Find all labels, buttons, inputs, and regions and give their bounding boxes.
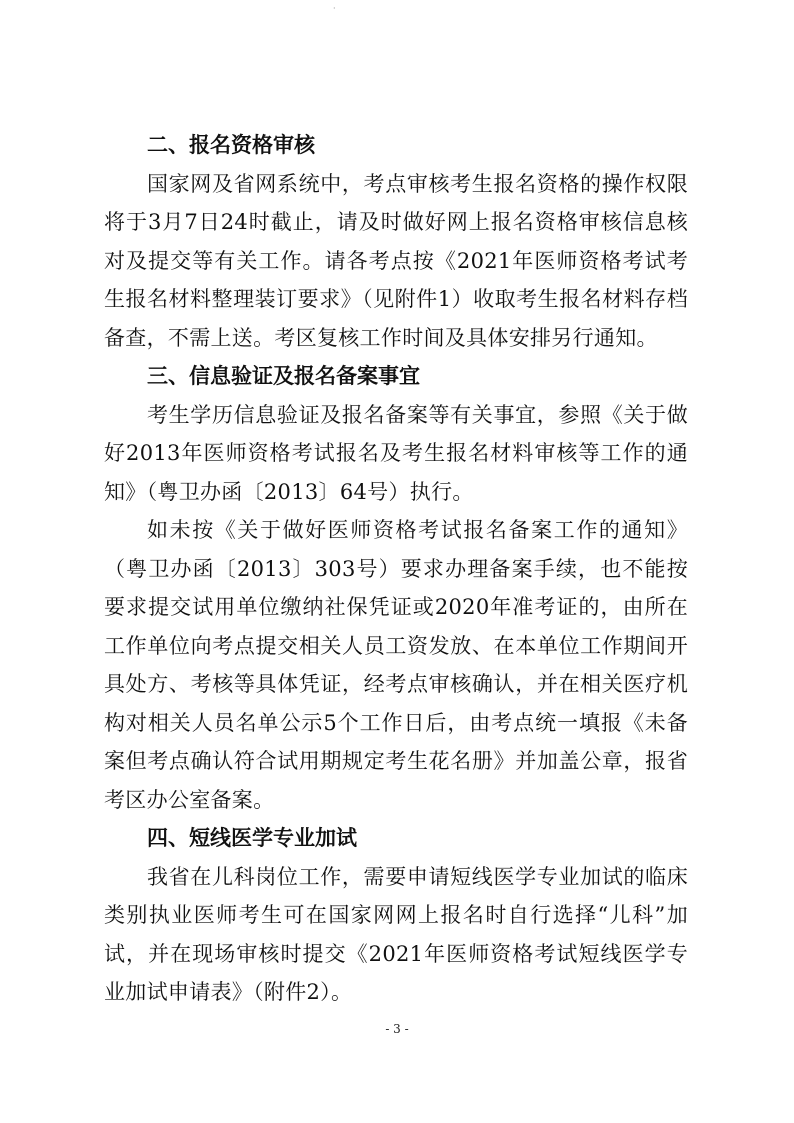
page-number: - 3 - xyxy=(385,1022,409,1036)
paragraph-shortage-specialty-test: 我省在儿科岗位工作，需要申请短线医学专业加试的临床类别执业医师考生可在国家网网上报名时自行选择“儿科”加试，并在现场审核时提交《2021年医师资格考试短线医学专业加试申请表》（附件2）。 xyxy=(104,864,688,1004)
section-heading-shortage-specialty-test: 四、短线医学专业加试 xyxy=(147,826,357,850)
scan-mark: · xyxy=(333,4,336,13)
section-heading-info-verification: 三、信息验证及报名备案事宜 xyxy=(147,364,420,388)
section-heading-qualification-review: 二、报名资格审核 xyxy=(147,133,315,157)
document-body xyxy=(104,126,688,1012)
paragraph-unregistered-procedure: 如未按《关于做好医师资格考试报名备案工作的通知》（粤卫办函〔2013〕303号）要求办理备案手续，也不能按要求提交试用单位缴纳社保凭证或2020年准考证的，由所在工作单位向考点提交相关人员工资发放、在本单位工作期间开具处方、考核等具体凭证，经考点审核确认，并在相关医疗机构对相关人员名单公示5个工作日后，由考点统一填报《未备案但考点确认符合试用期规定考生花名册》并加盖公章，报省考区办公室备案。 xyxy=(104,518,688,812)
paragraph-qualification-review: 国家网及省网系统中，考点审核考生报名资格的操作权限将于3月7日24时截止，请及时做好网上报名资格审核信息核对及提交等有关工作。请各考点按《2021年医师资格考试考生报名材料整理装订要求》（见附件1）收取考生报名材料存档备查，不需上送。考区复核工作时间及具体安排另行通知。 xyxy=(104,171,688,350)
paragraph-info-verification: 考生学历信息验证及报名备案等有关事宜，参照《关于做好2013年医师资格考试报名及考生报名材料审核等工作的通知》（粤卫办函〔2013〕64号）执行。 xyxy=(104,402,688,504)
